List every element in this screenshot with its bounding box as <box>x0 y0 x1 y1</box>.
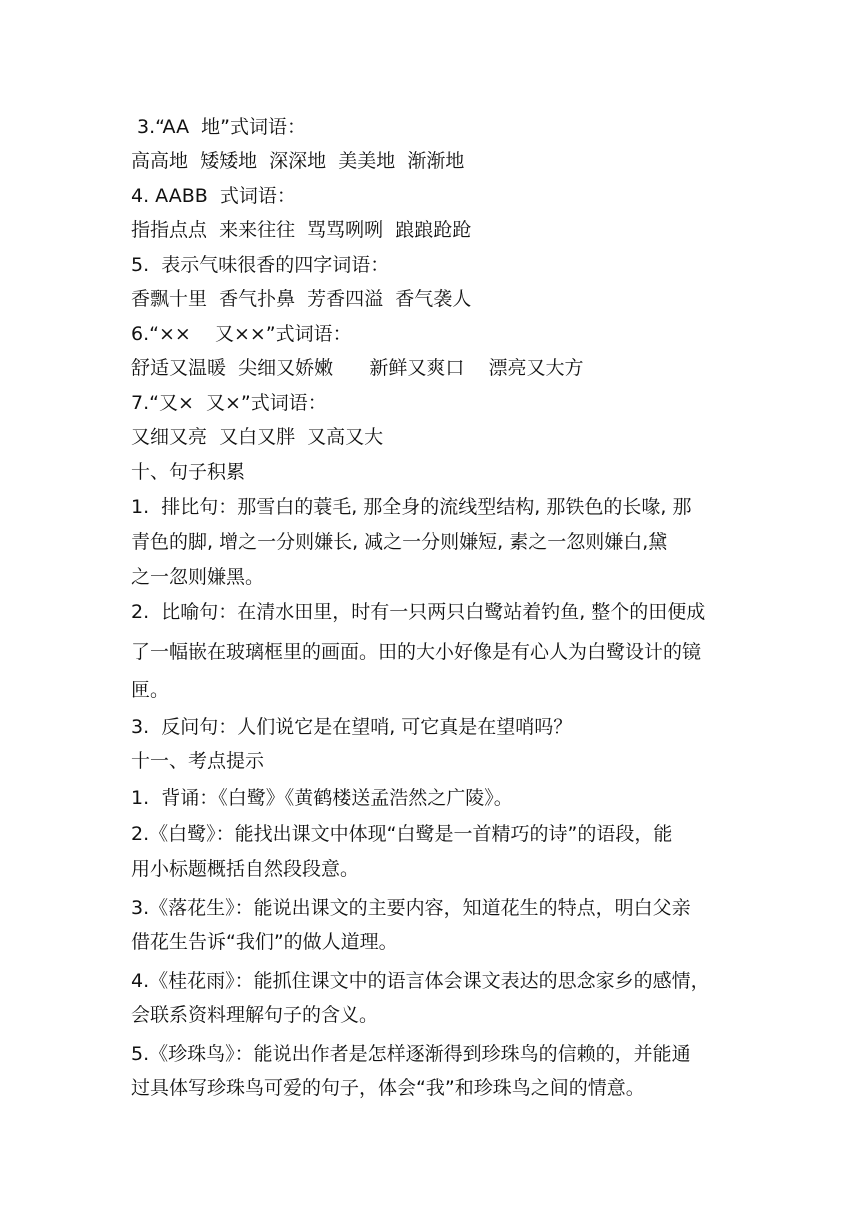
metaphor-sentence-line-3: 匣。 <box>131 679 170 701</box>
exam-tip-1: 1. 背诵：《白鹭》《黄鹤楼送孟浩然之广陵》。 <box>131 787 513 809</box>
section-heading-sentences: 十、句子积累 <box>131 461 246 483</box>
parallelism-sentence-line-1: 1. 排比句：那雪白的蓑毛, 那全身的流线型结构, 那铁色的长喙, 那 <box>131 496 692 518</box>
exam-tip-5-line-2: 过具体写珍珠鸟可爱的句子，体会“我”和珍珠鸟之间的情意。 <box>131 1077 645 1099</box>
metaphor-sentence-line-1: 2. 比喻句：在清水田里，时有一只两只白鹭站着钓鱼, 整个的田便成 <box>131 601 706 623</box>
section-heading-exam-tips: 十一、考点提示 <box>131 750 265 772</box>
exam-tip-3-line-1: 3.《落花生》：能说出课文的主要内容，知道花生的特点，明白父亲 <box>131 897 691 919</box>
exam-tip-5-line-1: 5.《珍珠鸟》：能说出作者是怎样逐渐得到珍珠鸟的信赖的，并能通 <box>131 1043 691 1065</box>
aabb-word-list: 指指点点 来来往往 骂骂咧咧 踉踉跄跄 <box>131 219 472 241</box>
fragrance-word-list: 香飘十里 香气扑鼻 芳香四溢 香气袭人 <box>131 288 472 310</box>
exam-tip-4-line-1: 4.《桂花雨》：能抓住课文中的语言体会课文表达的思念家乡的感情， <box>131 970 710 992</box>
exam-tip-3-line-2: 借花生告诉“我们”的做人道理。 <box>131 931 398 953</box>
parallelism-sentence-line-2: 青色的脚, 增之一分则嫌长, 减之一分则嫌短, 素之一忽则嫌白,黛 <box>131 531 668 553</box>
parallelism-sentence-line-3: 之一忽则嫌黑。 <box>131 566 265 588</box>
heading-fragrance-words: 5. 表示气味很香的四字词语： <box>131 254 390 276</box>
exam-tip-4-line-2: 会联系资料理解句子的含义。 <box>131 1004 379 1026</box>
aa-di-word-list: 高高地 矮矮地 深深地 美美地 渐渐地 <box>131 150 465 172</box>
exam-tip-2-line-2: 用小标题概括自然段段意。 <box>131 858 360 880</box>
heading-aabb-words: 4. AABB 式词语： <box>131 185 296 207</box>
xx-you-xx-word-list: 舒适又温暖 尖细又娇嫩 新鲜又爽口 漂亮又大方 <box>131 357 584 379</box>
heading-you-x-you-x-words: 7.“又× 又×”式词语： <box>131 392 327 414</box>
you-x-you-x-word-list: 又细又亮 又白又胖 又高又大 <box>131 426 384 448</box>
heading-xx-you-xx-words: 6.“×× 又××”式词语： <box>131 323 352 345</box>
heading-aa-di-words: 3.“AA 地”式词语： <box>131 116 307 138</box>
rhetorical-question-sentence: 3. 反问句：人们说它是在望哨, 可它真是在望哨吗？ <box>131 716 573 738</box>
exam-tip-2-line-1: 2.《白鹭》：能找出课文中体现“白鹭是一首精巧的诗”的语段，能 <box>131 823 673 845</box>
metaphor-sentence-line-2: 了一幅嵌在玻璃框里的画面。田的大小好像是有心人为白鹭设计的镜 <box>131 641 702 663</box>
